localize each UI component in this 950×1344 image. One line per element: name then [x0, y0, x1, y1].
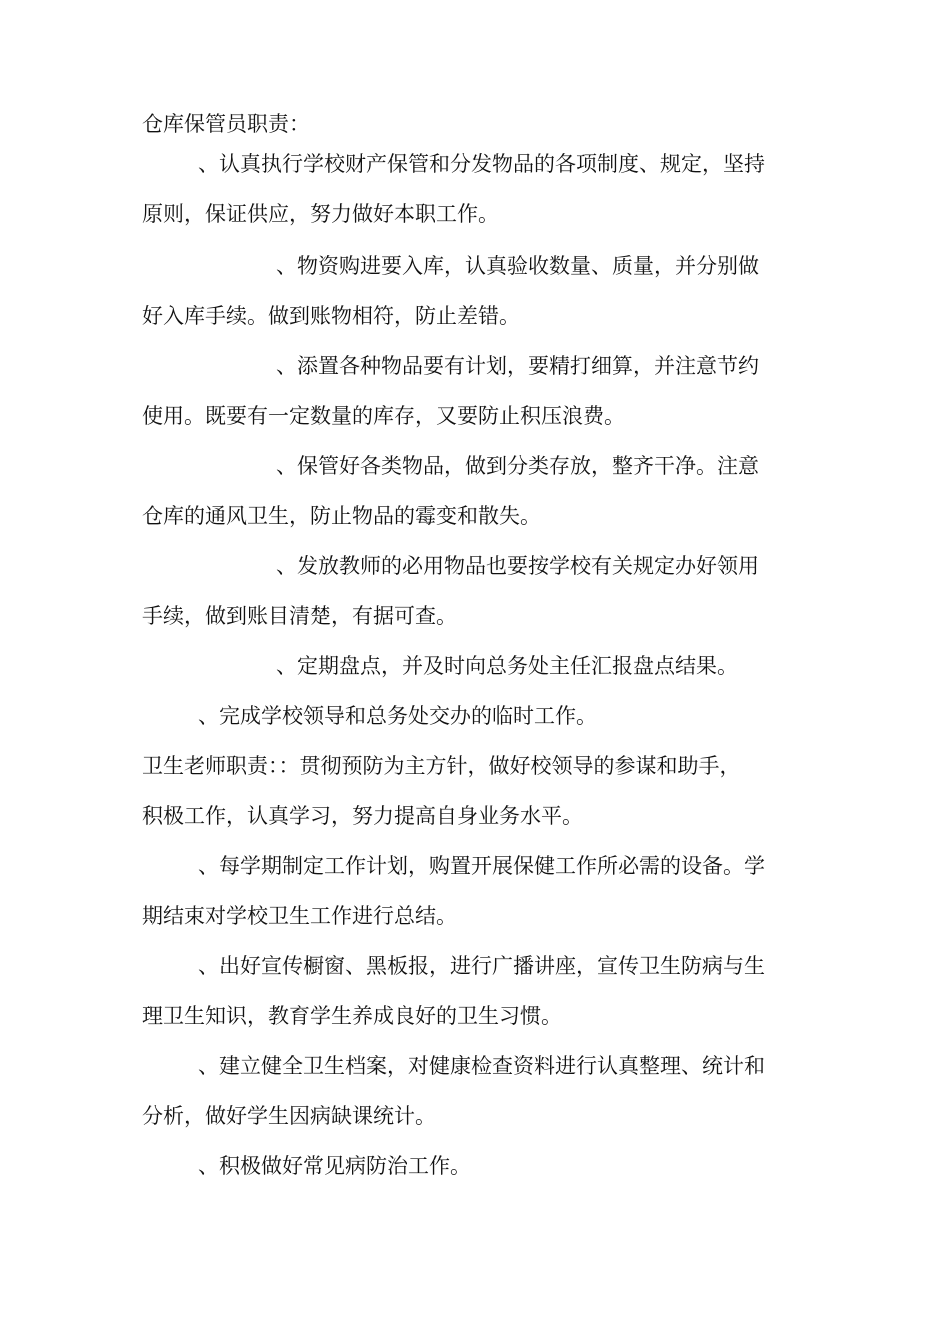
paragraph-line: 、物资购进要入库，认真验收数量、质量，并分别做 — [276, 254, 759, 278]
paragraph-line: 、认真执行学校财产保管和分发物品的各项制度、规定，坚持 — [198, 152, 765, 176]
paragraph-line: 、建立健全卫生档案，对健康检查资料进行认真整理、统计和 — [198, 1054, 765, 1078]
paragraph-line: 、添置各种物品要有计划，要精打细算，并注意节约 — [276, 354, 759, 378]
section-title-warehouse-keeper: 仓库保管员职责： — [142, 112, 310, 136]
paragraph-line: 分析，做好学生因病缺课统计。 — [142, 1104, 436, 1128]
paragraph-line: 、积极做好常见病防治工作。 — [198, 1154, 471, 1178]
paragraph-line: 积极工作，认真学习，努力提高自身业务水平。 — [142, 804, 583, 828]
paragraph-line: 使用。既要有一定数量的库存，又要防止积压浪费。 — [142, 404, 625, 428]
paragraph-line: 、保管好各类物品，做到分类存放，整齐干净。注意 — [276, 454, 759, 478]
section-title-health-teacher: 卫生老师职责：：贯彻预防为主方针，做好校领导的参谋和助手， — [142, 754, 741, 778]
paragraph-line: 原则，保证供应，努力做好本职工作。 — [142, 202, 499, 226]
paragraph-line: 手续，做到账目清楚，有据可查。 — [142, 604, 457, 628]
paragraph-line: 理卫生知识，教育学生养成良好的卫生习惯。 — [142, 1004, 562, 1028]
paragraph-line: 期结束对学校卫生工作进行总结。 — [142, 904, 457, 928]
paragraph-line: 、定期盘点，并及时向总务处主任汇报盘点结果。 — [276, 654, 738, 678]
paragraph-line: 、发放教师的必用物品也要按学校有关规定办好领用 — [276, 554, 759, 578]
paragraph-line: 、每学期制定工作计划，购置开展保健工作所必需的设备。学 — [198, 854, 765, 878]
paragraph-line: 仓库的通风卫生，防止物品的霉变和散失。 — [142, 504, 541, 528]
paragraph-line: 、完成学校领导和总务处交办的临时工作。 — [198, 704, 597, 728]
paragraph-line: 好入库手续。做到账物相符，防止差错。 — [142, 304, 520, 328]
paragraph-line: 、出好宣传橱窗、黑板报，进行广播讲座，宣传卫生防病与生 — [198, 954, 765, 978]
